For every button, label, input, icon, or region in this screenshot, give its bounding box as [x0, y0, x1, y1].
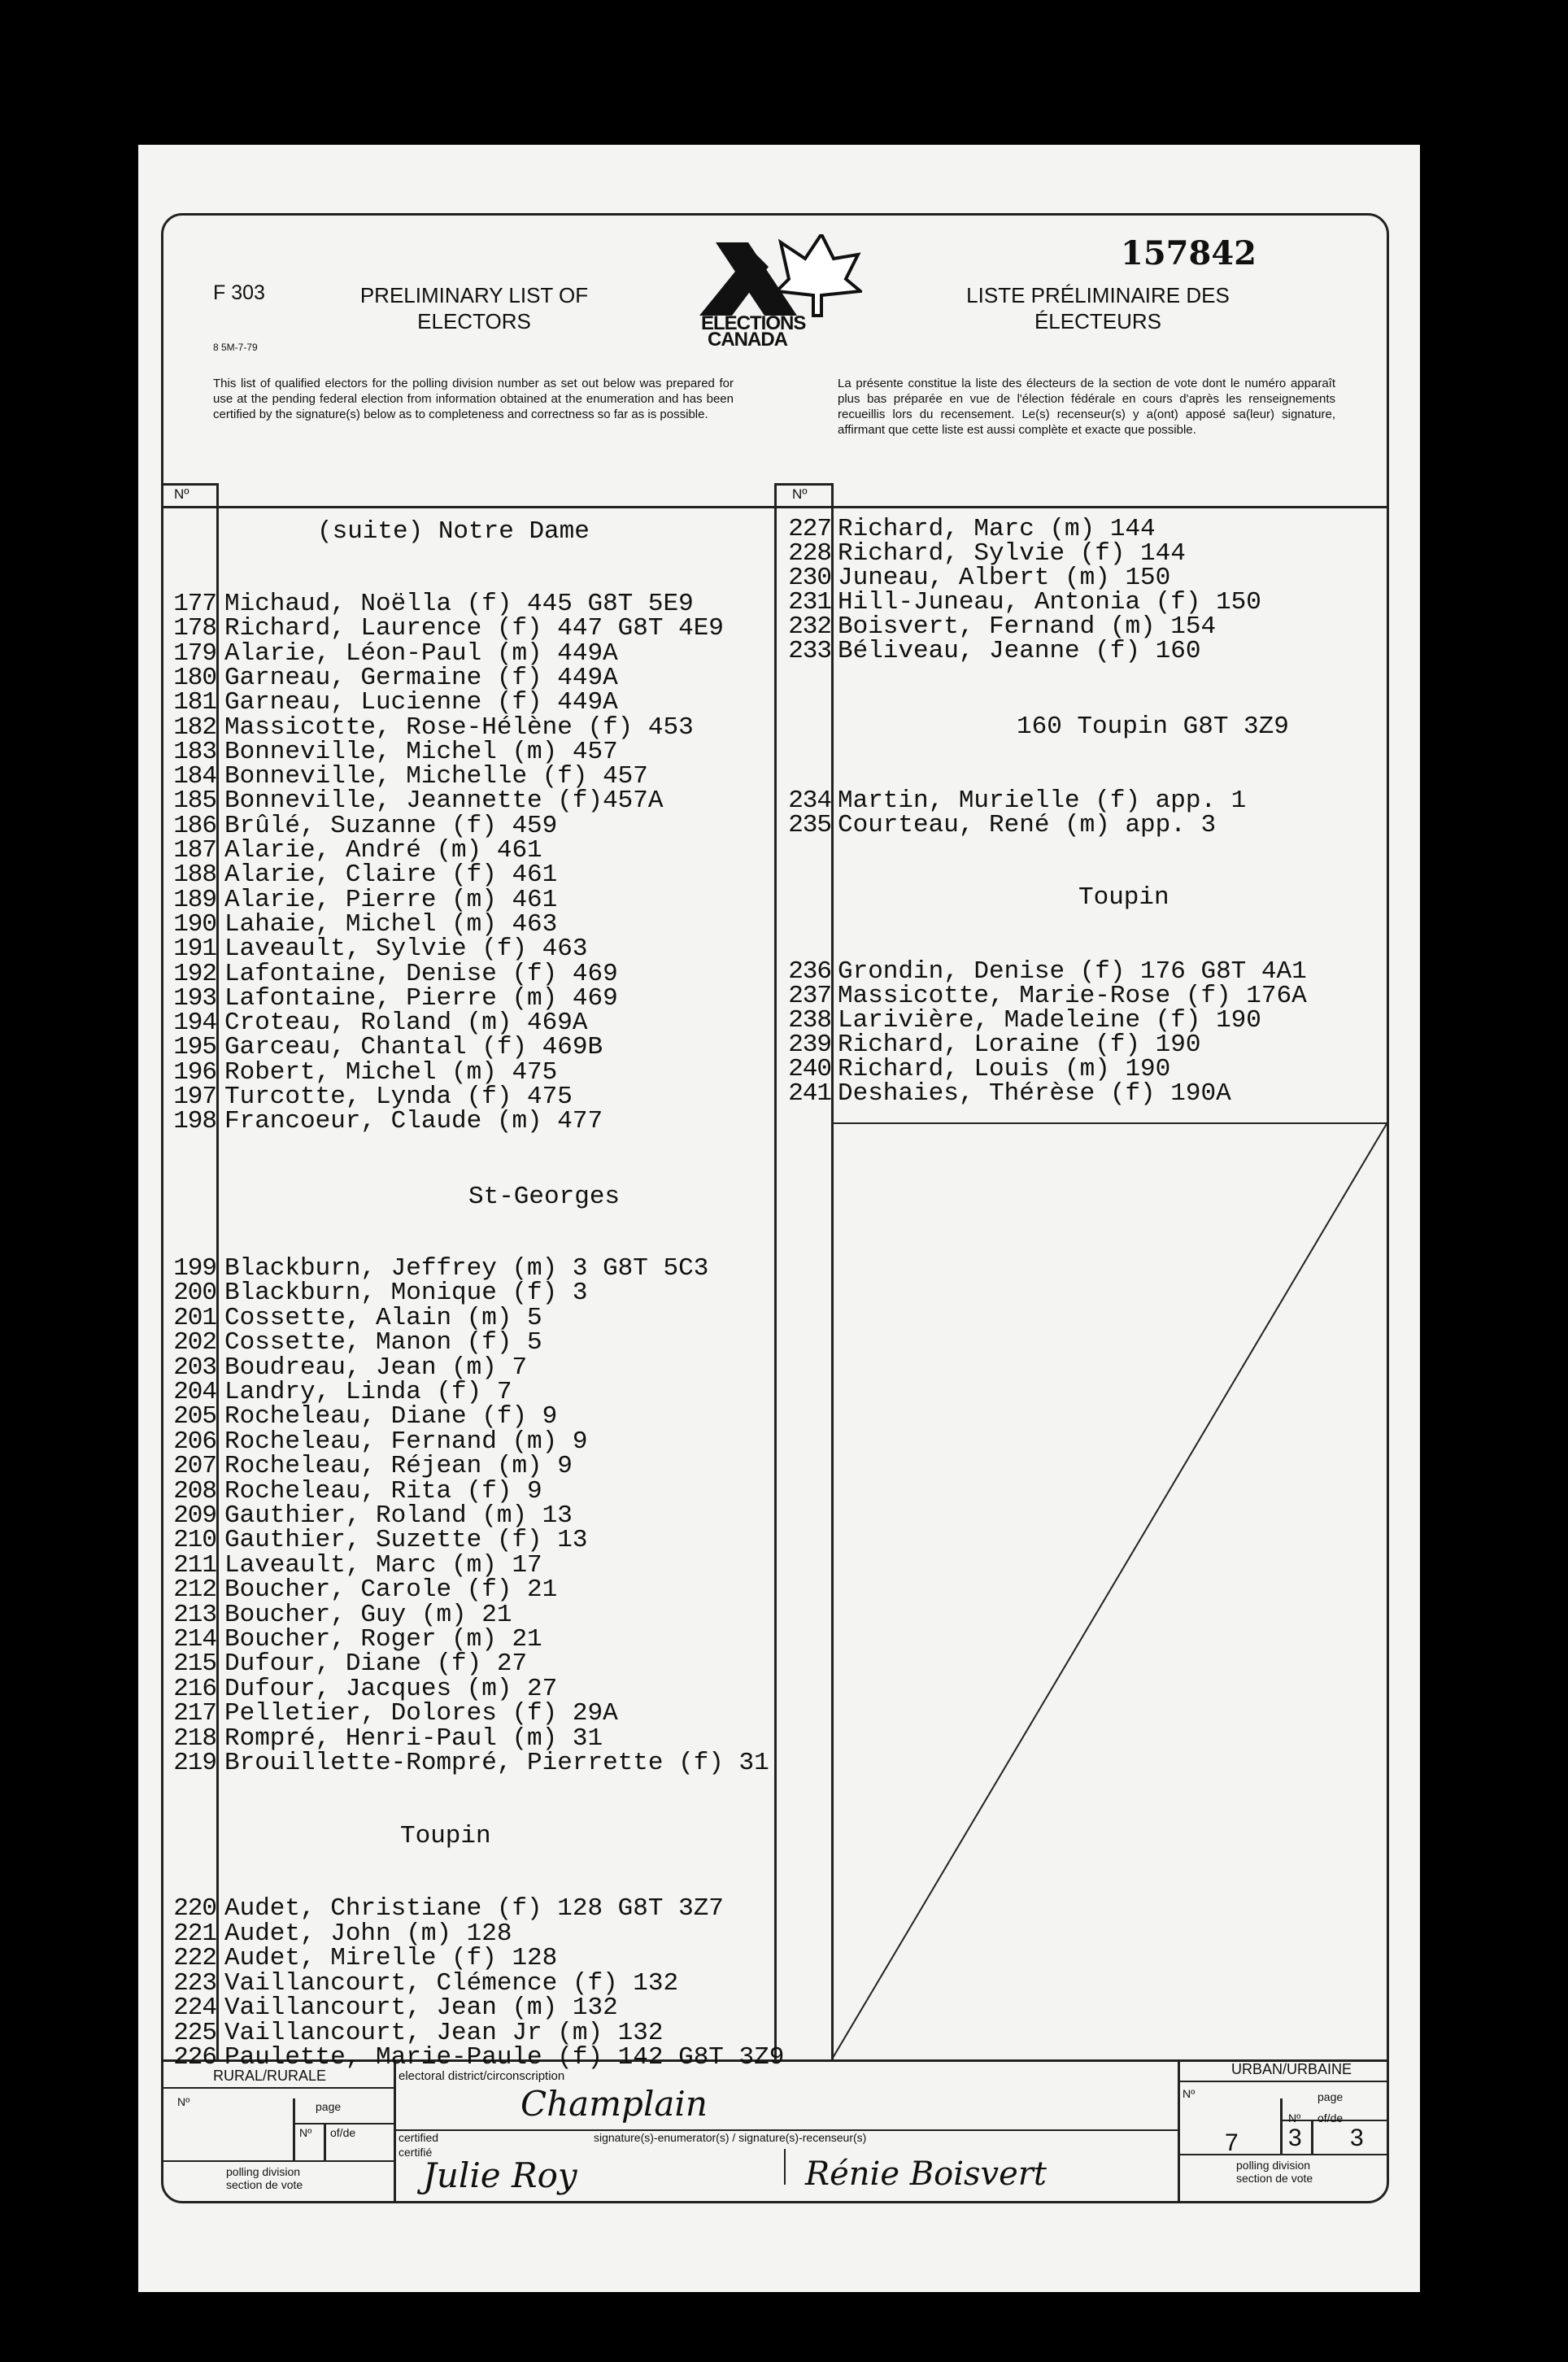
elector-number: 234 — [788, 787, 831, 815]
elector-entry: Richard, Loraine (f) 190 — [838, 1031, 1201, 1059]
logo-text-canada: CANADA — [708, 329, 787, 351]
urban-no-label: Nº — [1183, 2087, 1196, 2100]
elector-entry: Deshaies, Thérèse (f) 190A — [838, 1079, 1231, 1108]
elector-entry: Robert, Michel (m) 475 — [224, 1057, 558, 1087]
intro-text-fr: La présente constitue la liste des électeurs de la section de vote dont le numéro apparaît plus bas préparée en vue de l'élection fédérale en cours d'après les renseignements recueillis lors du recensement. Le(s) recenseur(s) y a(ont) apposé sa(leur) signature, affirmant que cette liste est aussi complète et exacte que possible. — [838, 377, 1335, 437]
street-heading: Toupin — [1078, 883, 1169, 912]
urban-page-label: page — [1318, 2090, 1344, 2103]
elector-number: 226 — [173, 2043, 216, 2072]
elector-number: 212 — [173, 1575, 216, 1605]
district-value: Champlain — [520, 2084, 708, 2124]
elector-entry: Michaud, Noëlla (f) 445 G8T 5E9 — [224, 590, 694, 618]
elector-number: 211 — [173, 1550, 216, 1580]
elector-entry: Hill-Juneau, Antonia (f) 150 — [838, 588, 1261, 617]
elector-entry: Cossette, Manon (f) 5 — [224, 1328, 542, 1357]
rural-no-sub-label: Nº — [299, 2126, 312, 2139]
elector-number: 221 — [173, 1919, 216, 1948]
elector-entry: Vaillancourt, Jean Jr (m) 132 — [224, 2018, 664, 2047]
elector-entry: Boisvert, Fernand (m) 154 — [838, 612, 1217, 641]
elector-number: 207 — [173, 1452, 216, 1481]
elector-number: 223 — [173, 1968, 216, 1998]
elector-entry: Martin, Murielle (f) app. 1 — [838, 787, 1247, 815]
elector-entry: Garneau, Lucienne (f) 449A — [224, 688, 618, 717]
urban-of-label: of/de — [1318, 2111, 1344, 2124]
elector-number: 241 — [788, 1079, 831, 1108]
section-heading: Toupin — [400, 1822, 491, 1850]
elector-number: 239 — [788, 1031, 831, 1059]
elector-number: 190 — [173, 909, 216, 939]
elector-entry: Lafontaine, Pierre (m) 469 — [224, 983, 618, 1013]
elector-entry: Massicotte, Marie-Rose (f) 176A — [838, 982, 1307, 1010]
cancel-diagonal-line — [833, 1122, 1389, 2058]
elector-entry: Lahaie, Michel (m) 463 — [224, 909, 558, 939]
elector-entry: Brouillette-Rompré, Pierrette (f) 31 — [224, 1749, 769, 1777]
elector-entry: Francoeur, Claude (m) 477 — [224, 1107, 603, 1136]
elector-entry: Laveault, Marc (m) 17 — [224, 1550, 542, 1580]
elector-entry: Rocheleau, Fernand (m) 9 — [224, 1427, 588, 1456]
intro-text-en: This list of qualified electors for the polling division number as set out below was prepared for use at the pending federal election from information obtained at the enumeration and has been certified by the signature(s) below as to completeness and correctness so far as is possible. — [213, 377, 734, 421]
elector-entry: Bonneville, Michel (m) 457 — [224, 737, 618, 766]
signature-enumerator-1: Julie Roy — [423, 2155, 577, 2195]
elector-entry: Lafontaine, Denise (f) 469 — [224, 959, 618, 988]
elector-number: 220 — [173, 1894, 216, 1923]
signature-label: signature(s)-enumerator(s) / signature(s)-recenseur(s) — [594, 2131, 867, 2144]
elector-number: 192 — [173, 959, 216, 988]
section-heading: (suite) Notre Dame — [317, 517, 590, 546]
elector-number: 177 — [173, 590, 216, 618]
elector-entry: Alarie, Claire (f) 461 — [224, 861, 558, 890]
elector-entry: Vaillancourt, Jean (m) 132 — [224, 1994, 618, 2022]
elector-entry: Richard, Marc (m) 144 — [838, 515, 1156, 543]
section-heading: St-Georges — [468, 1183, 621, 1211]
elector-number: 227 — [788, 515, 831, 543]
elector-number: 213 — [173, 1600, 216, 1629]
urban-page-value: 3 — [1288, 2124, 1302, 2151]
elector-number: 203 — [173, 1353, 216, 1382]
elector-entry: Rocheleau, Diane (f) 9 — [224, 1402, 558, 1432]
elector-number: 240 — [788, 1055, 831, 1083]
elector-number: 206 — [173, 1427, 216, 1456]
elector-entry: Brûlé, Suzanne (f) 459 — [224, 811, 558, 840]
elector-entry: Grondin, Denise (f) 176 G8T 4A1 — [838, 957, 1307, 986]
elector-entry: Alarie, André (m) 461 — [224, 836, 542, 865]
elector-number: 210 — [173, 1526, 216, 1555]
district-label: electoral district/circonscription — [399, 2069, 565, 2083]
elector-number: 228 — [788, 539, 831, 568]
elector-entry: Vaillancourt, Clémence (f) 132 — [224, 1968, 679, 1998]
elector-number: 195 — [173, 1033, 216, 1062]
elector-number: 199 — [173, 1254, 216, 1283]
urban-polling-division-1: polling division — [1236, 2159, 1311, 2172]
elector-number: 188 — [173, 861, 216, 890]
elector-number: 186 — [173, 811, 216, 840]
elector-entry: Richard, Laurence (f) 447 G8T 4E9 — [224, 614, 724, 643]
elector-number: 222 — [173, 1944, 216, 1972]
col-no-right: Nº — [792, 486, 808, 502]
elector-number: 197 — [173, 1083, 216, 1111]
elector-number: 225 — [173, 2018, 216, 2047]
elector-entry: Massicotte, Rose-Hélène (f) 453 — [224, 713, 694, 742]
elector-entry: Boucher, Guy (m) 21 — [224, 1600, 512, 1629]
certified-label-1: certified — [399, 2131, 439, 2144]
elector-number: 198 — [173, 1107, 216, 1136]
rural-page-label: page — [316, 2100, 342, 2113]
certified-label-2: certifié — [399, 2146, 433, 2159]
elector-number: 215 — [173, 1649, 216, 1679]
signature-enumerator-2: Rénie Boisvert — [805, 2155, 1047, 2193]
elector-number: 180 — [173, 663, 216, 692]
elector-entry: Béliveau, Jeanne (f) 160 — [838, 637, 1201, 665]
elector-number: 235 — [788, 811, 831, 839]
elector-number: 204 — [173, 1378, 216, 1406]
elector-entry: Turcotte, Lynda (f) 475 — [224, 1083, 573, 1111]
title-fr-line2: ÉLECTEURS — [1034, 309, 1162, 333]
elector-entry: Paulette, Marie-Paule (f) 142 G8T 3Z9 — [224, 2043, 785, 2072]
elector-entry: Boucher, Roger (m) 21 — [224, 1625, 542, 1654]
elector-number: 179 — [173, 638, 216, 668]
elector-number: 230 — [788, 564, 831, 592]
elector-number: 194 — [173, 1009, 216, 1038]
urban-label: URBAN/URBAINE — [1231, 2061, 1352, 2077]
elector-entry: Landry, Linda (f) 7 — [224, 1378, 512, 1406]
elector-entry: Gauthier, Roland (m) 13 — [224, 1501, 573, 1530]
elector-number: 202 — [173, 1328, 216, 1357]
elector-number: 184 — [173, 762, 216, 791]
elector-number: 214 — [173, 1625, 216, 1654]
elector-entry: Rocheleau, Rita (f) 9 — [224, 1476, 542, 1506]
rural-polling-division-2: section de vote — [226, 2178, 303, 2191]
elector-number: 217 — [173, 1699, 216, 1728]
elector-entry: Bonneville, Michelle (f) 457 — [224, 762, 648, 791]
title-en-line2: ELECTORS — [417, 309, 531, 333]
elector-entry: Larivière, Madeleine (f) 190 — [838, 1006, 1261, 1035]
elector-entry: Bonneville, Jeannette (f)457A — [224, 787, 664, 816]
elector-number: 196 — [173, 1057, 216, 1087]
elector-number: 238 — [788, 1006, 831, 1035]
elector-entry: Dufour, Jacques (m) 27 — [224, 1674, 558, 1703]
elector-number: 218 — [173, 1724, 216, 1753]
document-number: 157842 — [1121, 234, 1257, 272]
elector-entry: Rompré, Henri-Paul (m) 31 — [224, 1724, 603, 1753]
rural-label: RURAL/RURALE — [213, 2068, 327, 2084]
elector-entry: Gauthier, Suzette (f) 13 — [224, 1526, 588, 1555]
elector-number: 201 — [173, 1303, 216, 1332]
form-date: 8 5M-7-79 — [213, 342, 258, 353]
elector-number: 233 — [788, 637, 831, 665]
urban-no-value: 7 — [1225, 2129, 1239, 2156]
title-en-line1: PRELIMINARY LIST OF — [359, 283, 589, 307]
col-no-left: Nº — [174, 486, 189, 502]
elector-number: 189 — [173, 885, 216, 914]
elector-entry: Garneau, Germaine (f) 449A — [224, 663, 618, 692]
elector-number: 232 — [788, 612, 831, 641]
elector-entry: Richard, Sylvie (f) 144 — [838, 539, 1186, 568]
form-code: F 303 — [213, 281, 265, 304]
elector-number: 231 — [788, 588, 831, 617]
elector-entry: Blackburn, Monique (f) 3 — [224, 1279, 588, 1308]
elector-entry: Laveault, Sylvie (f) 463 — [224, 935, 588, 964]
elector-number: 208 — [173, 1476, 216, 1506]
elector-number: 193 — [173, 983, 216, 1013]
elector-number: 237 — [788, 982, 831, 1010]
elector-number: 191 — [173, 935, 216, 964]
elector-number: 205 — [173, 1402, 216, 1432]
elector-entry: Boudreau, Jean (m) 7 — [224, 1353, 528, 1382]
elector-entry: Juneau, Albert (m) 150 — [838, 564, 1171, 592]
elector-entry: Alarie, Léon-Paul (m) 449A — [224, 638, 618, 668]
elector-number: 236 — [788, 957, 831, 986]
elector-number: 200 — [173, 1279, 216, 1308]
rural-no-label: Nº — [177, 2095, 190, 2108]
urban-of-value: 3 — [1350, 2124, 1364, 2151]
urban-no-sub-label: Nº — [1288, 2111, 1301, 2124]
elector-number: 219 — [173, 1749, 216, 1777]
elector-number: 185 — [173, 787, 216, 816]
elector-number: 183 — [173, 737, 216, 766]
elector-entry: Rocheleau, Réjean (m) 9 — [224, 1452, 573, 1481]
urban-polling-division-2: section de vote — [1236, 2172, 1313, 2185]
rural-of-label: of/de — [330, 2126, 356, 2139]
street-heading: 160 Toupin G8T 3Z9 — [1017, 713, 1289, 741]
elector-entry: Garceau, Chantal (f) 469B — [224, 1033, 603, 1062]
elector-entry: Boucher, Carole (f) 21 — [224, 1575, 558, 1605]
title-fr-line1: LISTE PRÉLIMINAIRE DES — [966, 283, 1230, 307]
elector-number: 181 — [173, 688, 216, 717]
elector-entry: Alarie, Pierre (m) 461 — [224, 885, 558, 914]
elector-entry: Audet, John (m) 128 — [224, 1919, 512, 1948]
rural-polling-division-1: polling division — [226, 2165, 301, 2178]
elector-number: 209 — [173, 1501, 216, 1530]
elector-entry: Cossette, Alain (m) 5 — [224, 1303, 542, 1332]
logo-text-elections: ELECTIONS — [701, 312, 806, 334]
elector-entry: Audet, Mirelle (f) 128 — [224, 1944, 558, 1972]
elector-entry: Blackburn, Jeffrey (m) 3 G8T 5C3 — [224, 1254, 709, 1283]
elector-number: 178 — [173, 614, 216, 643]
elector-entry: Dufour, Diane (f) 27 — [224, 1649, 528, 1679]
elector-entry: Courteau, René (m) app. 3 — [838, 811, 1217, 839]
elector-number: 182 — [173, 713, 216, 742]
elector-number: 216 — [173, 1674, 216, 1703]
elector-entry: Croteau, Roland (m) 469A — [224, 1009, 588, 1038]
elector-entry: Richard, Louis (m) 190 — [838, 1055, 1171, 1083]
elector-entry: Pelletier, Dolores (f) 29A — [224, 1699, 618, 1728]
elector-number: 224 — [173, 1994, 216, 2022]
elector-number: 187 — [173, 836, 216, 865]
elector-entry: Audet, Christiane (f) 128 G8T 3Z7 — [224, 1894, 724, 1923]
